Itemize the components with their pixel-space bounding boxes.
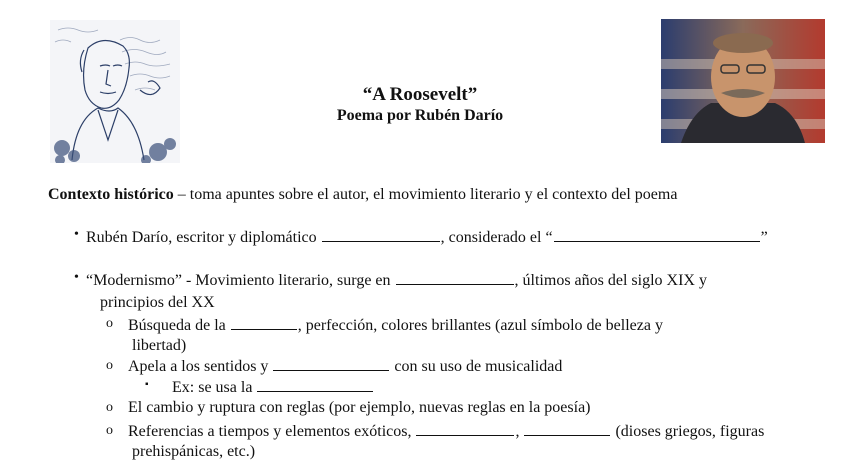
sub-marker: o: [106, 316, 113, 331]
blank-field[interactable]: [257, 377, 373, 392]
blank-field[interactable]: [524, 421, 610, 436]
subsub-ex: [172, 377, 374, 398]
sub-referencias-cont: prehispánicas, etc.): [132, 443, 256, 460]
blank-field[interactable]: [231, 315, 297, 330]
roosevelt-photo-image: [661, 19, 825, 143]
poem-title: “A Roosevelt”: [362, 84, 478, 105]
sub-text: (dioses griegos, figuras: [615, 423, 765, 440]
sub-text: Apela a los sentidos y: [128, 358, 269, 375]
bullet-modernismo-cont: principios del XX: [100, 294, 215, 311]
sub-marker: o: [106, 400, 113, 415]
bullet-text: “Modernismo” - Movimiento literario, surge en: [86, 272, 391, 289]
bullet-text: , últimos años del siglo XIX y: [514, 272, 707, 289]
context-line: [48, 185, 677, 205]
bullet-text: , considerado el “: [440, 229, 553, 246]
bullet-marker: •: [74, 227, 79, 242]
sub-text: Referencias a tiempos y elementos exóticos,: [128, 423, 412, 440]
sub-busqueda: [128, 315, 663, 336]
dario-sketch-image: [50, 20, 180, 163]
poem-subtitle: Poema por Rubén Darío: [336, 107, 504, 124]
blank-field[interactable]: [554, 227, 760, 242]
sub-marker: o: [106, 423, 113, 438]
sub-marker: o: [106, 358, 113, 373]
bullet-marker: •: [74, 270, 79, 285]
sub-cambio: El cambio y ruptura con reglas (por ejemplo, nuevas reglas en la poesía): [128, 399, 591, 416]
sub-text: , perfección, colores brillantes (azul símbolo de belleza y: [297, 317, 663, 334]
sub-text: con su uso de musicalidad: [394, 358, 563, 375]
bullet-modernismo: [86, 270, 707, 291]
sub-apela: [128, 356, 562, 377]
sub-referencias: [128, 421, 764, 442]
blank-field[interactable]: [322, 227, 440, 242]
sub-text: Búsqueda de la: [128, 317, 226, 334]
context-instructions: – toma apuntes sobre el autor, el movimiento literario y el contexto del poema: [173, 186, 678, 203]
subsub-text: Ex: se usa la: [172, 379, 253, 396]
subsub-marker: ▪: [145, 379, 149, 390]
blank-field[interactable]: [396, 270, 514, 285]
sub-text: ,: [515, 423, 520, 440]
bullet-dario: [86, 227, 768, 248]
context-heading: Contexto histórico: [48, 186, 174, 203]
bullet-text: Rubén Darío, escritor y diplomático: [86, 229, 317, 246]
sub-busqueda-cont: libertad): [132, 337, 187, 354]
bullet-text: ”: [760, 229, 768, 246]
blank-field[interactable]: [416, 421, 514, 436]
blank-field[interactable]: [273, 356, 389, 371]
